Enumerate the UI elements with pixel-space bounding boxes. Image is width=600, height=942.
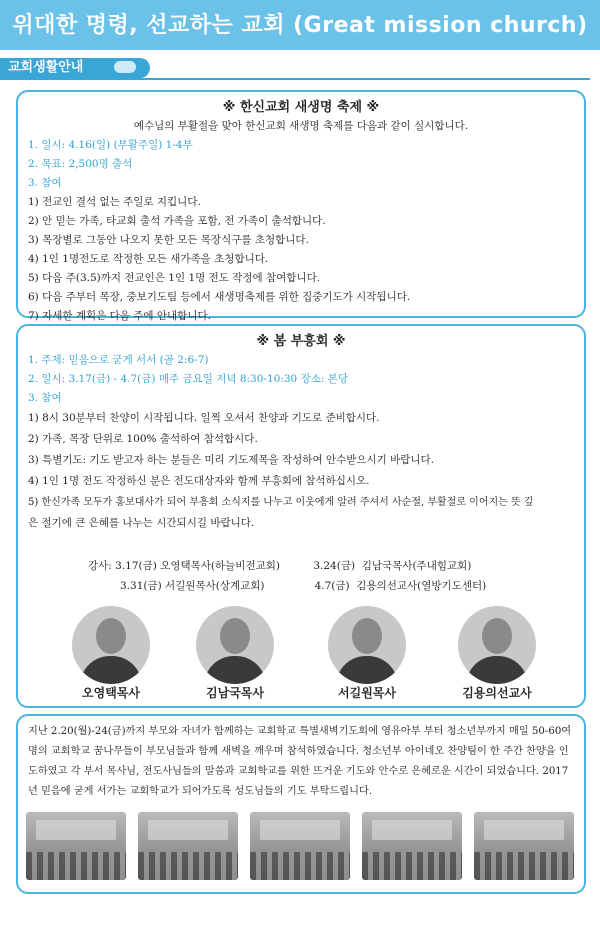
speaker-row: 3.31(금) 서길원목사(상계교회) 4.7(금) 김용의선교사(열방기도센터) — [120, 580, 487, 592]
speaker-name: 김남국목사 — [206, 686, 264, 700]
revival-item: 3) 특별기도: 기도 받고자 하는 분들은 미리 기도제목을 작성하여 안수받으시기 바랍니다. — [28, 454, 435, 466]
school-paragraph: 지난 2.20(월)-24(금)까지 부모와 자녀가 함께하는 교회학교 특별새벽기도회에 영유아부 부터 청소년부까지 매일 50-60여명의 교회학교 꿈나무들이 부모님들과 함께 새벽을 깨우며 참석하였습니다. 청소년부 아이네오 찬양팀이 한 주간 찬양을 인도하였고 각 부서 목사님, 전도사님들의 말씀과 교회학교를 위한 뜨거운 기도와 안수로 은혜로운 시간이 되었습니다. 2017년 믿음에 굳게 서가는 교회학교가 되어가도록 성도님들의 기도 부탁드립니다. — [28, 726, 572, 797]
section-tab-label: 교회생활안내 — [8, 60, 84, 75]
festival-goal: 2. 목표: 2,500명 출석 — [28, 158, 133, 170]
header-banner — [0, 0, 600, 50]
revival-date: 2. 일시: 3.17(금) - 4.7(금) 매주 금요일 저녁 8:30-10:30 장소: 본당 — [28, 373, 349, 385]
revival-participation: 3. 참여 — [28, 392, 62, 404]
festival-item: 3) 목장별로 그동안 나오지 못한 모든 목장식구를 초청합니다. — [28, 234, 309, 246]
festival-item: 7) 자세한 계획은 다음 주에 안내합니다. — [28, 310, 211, 322]
festival-item: 2) 안 믿는 가족, 타교회 출석 가족을 포함, 전 가족이 출석합니다. — [28, 215, 326, 227]
speaker-name: 오영택목사 — [82, 686, 140, 700]
event-photo — [26, 812, 126, 880]
banner-title: 위대한 명령, 선교하는 교회 (Great mission church) — [12, 13, 588, 38]
revival-item: 4) 1인 1명 전도 작정하신 분은 전도대상자와 함께 부흥회에 참석하십시오. — [28, 475, 370, 487]
festival-item: 4) 1인 1명전도로 작정한 모든 새가족을 초청합니다. — [28, 253, 269, 265]
event-photo — [474, 812, 574, 880]
revival-item: 은 절기에 큰 은혜를 나누는 시간되시길 바랍니다. — [28, 517, 255, 529]
section-divider — [0, 78, 590, 80]
festival-participation: 3. 참여 — [28, 177, 62, 189]
festival-box — [16, 90, 586, 322]
event-photo — [138, 812, 238, 880]
speaker-schedule — [20, 556, 580, 596]
festival-item: 1) 전교인 결석 없는 주일로 지킵니다. — [28, 196, 201, 208]
speaker-photo — [196, 606, 274, 684]
revival-item: 5) 한신가족 모두가 홍보대사가 되어 부흥회 소식지를 나누고 이웃에게 알려 주셔서 사순절, 부활절로 이어지는 뜻 깊 — [28, 497, 534, 508]
revival-item: 1) 8시 30분부터 찬양이 시작됩니다. 일찍 오셔서 찬양과 기도로 준비합시다. — [28, 412, 380, 424]
festival-intro: 예수님의 부활절을 맞아 한신교회 새생명 축제를 다음과 같이 실시합니다. — [133, 120, 469, 132]
revival-item: 2) 가족, 목장 단위로 100% 출석하여 참석합시다. — [28, 433, 258, 445]
festival-item: 5) 다음 주(3.5)까지 전교인은 1인 1명 전도 작정에 참여합니다. — [28, 272, 321, 284]
event-photo — [362, 812, 462, 880]
speaker-row: 강사: 3.17(금) 오영택목사(하늘비전교회) 3.24(금) 김남국목사(주내힘교회) — [88, 560, 472, 572]
festival-date: 1. 일시: 4.16(일) (부활주일) 1-4부 — [28, 139, 193, 151]
speaker-name: 김용의선교사 — [462, 686, 532, 700]
event-photo — [250, 812, 350, 880]
speaker-name: 서길원목사 — [338, 686, 396, 700]
revival-theme: 1. 주제: 믿음으로 굳게 서서 (골 2:6-7) — [28, 354, 209, 366]
revival-title: ※ 봄 부흥회 ※ — [256, 334, 346, 349]
speaker-photo — [72, 606, 150, 684]
cloud-icon — [114, 61, 136, 73]
speaker-photo — [328, 606, 406, 684]
festival-item: 6) 다음 주부터 목장, 중보기도팀 등에서 새생명축제를 위한 집중기도가 시작됩니다. — [28, 291, 411, 303]
section-tab — [0, 58, 150, 78]
speaker-photo — [458, 606, 536, 684]
festival-title: ※ 한신교회 새생명 축제 ※ — [222, 100, 380, 115]
